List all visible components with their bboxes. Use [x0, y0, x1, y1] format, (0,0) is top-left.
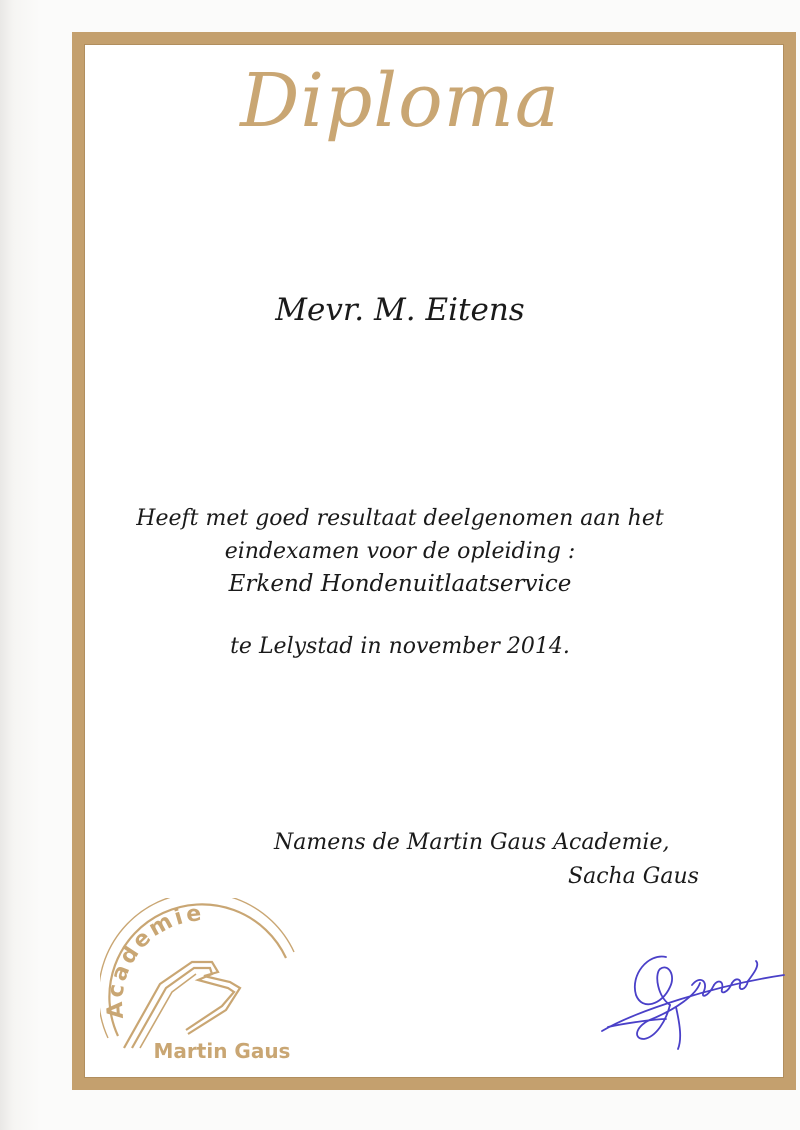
recipient-name: Mevr. M. Eitens [275, 292, 525, 328]
signer-name: Sacha Gaus [568, 864, 699, 889]
diploma-title: Diploma [240, 58, 560, 144]
seal-bottom-text: Martin Gaus [153, 1039, 291, 1063]
on-behalf-line: Namens de Martin Gaus Academie, [274, 830, 670, 855]
place-date: te Lelystad in november 2014. [230, 634, 570, 659]
statement-block [0, 502, 800, 601]
statement-line-1: Heeft met goed resultaat deelgenomen aan het [136, 506, 664, 531]
handwritten-signature [596, 935, 788, 1051]
course-name: Erkend Hondenuitlaatservice [228, 571, 572, 597]
statement-line-2: eindexamen voor de opleiding : [224, 539, 576, 564]
academy-seal-logo [100, 898, 300, 1068]
seal-top-text: Academie [102, 900, 206, 1020]
